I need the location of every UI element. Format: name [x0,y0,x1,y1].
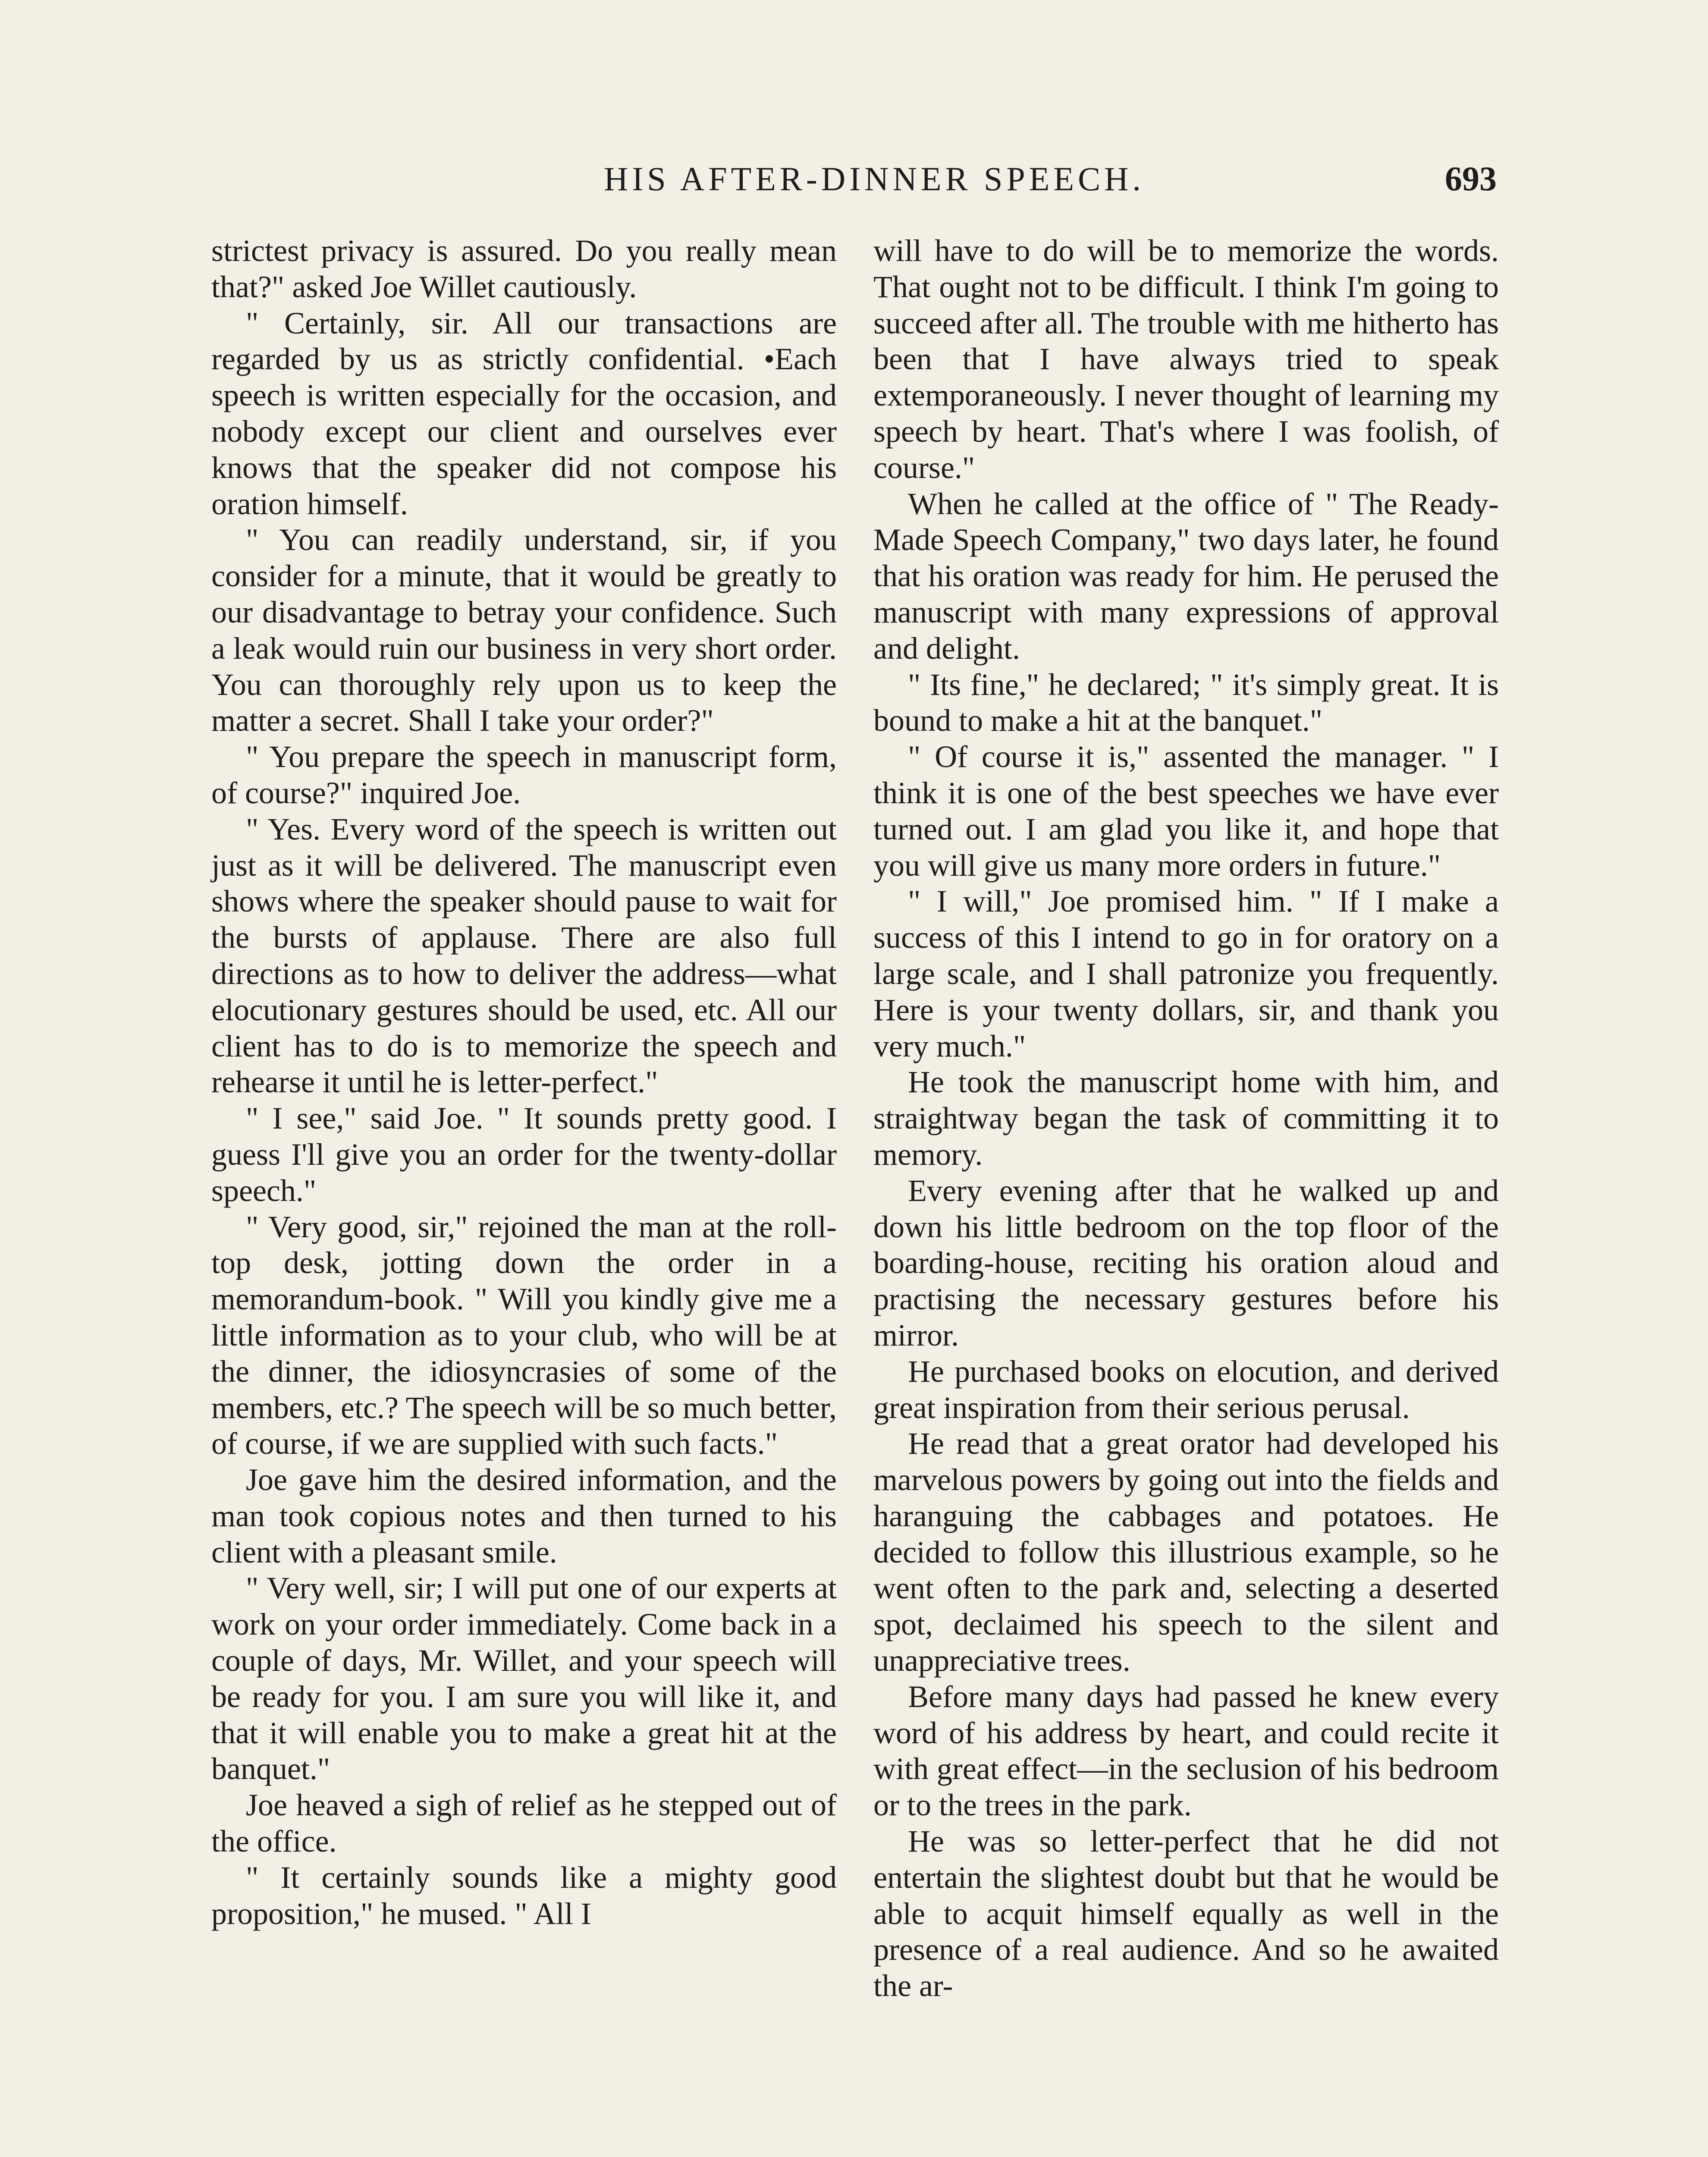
paragraph: When he called at the office of " The Ready-Made Speech Company," two days later, he found that his oration was ready for him. He perused the manuscript with many expressions of approval and delight. [873,486,1499,666]
paragraph: " Yes. Every word of the speech is written out just as it will be delivered. The manuscript even shows where the speaker should pause to wait for the bursts of applause. There are also full directions as to how to deliver the address—what elocutionary gestures should be used, etc. All our client has to do is to memorize the speech and rehearse it until he is letter-perfect." [211,811,837,1100]
paragraph: " I will," Joe promised him. " If I make a success of this I intend to go in for oratory on a large scale, and I shall patronize you frequently. Here is your twenty dollars, sir, and thank you very much." [873,884,1499,1063]
paragraph: " Of course it is," assented the manager. " I think it is one of the best speeches we have ever turned out. I am glad you like it, and hope that you will give us many more orders in future." [873,739,1499,883]
left-column [211,233,837,1932]
paragraph: He read that a great orator had developed his marvelous powers by going out into the fields and haranguing the cabbages and potatoes. He decided to follow this illustrious example, so he went often to the park and, selecting a deserted spot, declaimed his speech to the silent and unappreciative trees. [873,1426,1499,1678]
paragraph: Joe heaved a sigh of relief as he stepped out of the office. [211,1788,837,1859]
running-header [0,155,1708,203]
paragraph: " I see," said Joe. " It sounds pretty good. I guess I'll give you an order for the twenty-dollar speech." [211,1101,837,1208]
paragraph: Every evening after that he walked up and down his little bedroom on the top floor of the boarding-house, reciting his oration aloud and practising the necessary gestures before his mirror. [873,1173,1499,1352]
paragraph: Joe gave him the desired information, and the man took copious notes and then turned to his client with a pleasant smile. [211,1462,837,1569]
paragraph: " Very good, sir," rejoined the man at the roll-top desk, jotting down the order in a memorandum-book. " Will you kindly give me a little information as to your club, who will be at the dinner, the idiosyncrasies of some of the members, etc.? The speech will be so much better, of course, if we are supplied with such facts." [211,1209,837,1461]
page-number: 693 [1445,160,1497,198]
paragraph: He purchased books on elocution, and derived great inspiration from their serious perusal. [873,1354,1499,1425]
paragraph: " You prepare the speech in manuscript form, of course?" inquired Joe. [211,739,837,810]
paragraph: " It certainly sounds like a mighty good proposition," he mused. " All I [211,1860,837,1931]
paragraph: Before many days had passed he knew every word of his address by heart, and could recite it with great effect—in the seclusion of his bedroom or to the trees in the park. [873,1679,1499,1823]
paragraph: " Its fine," he declared; " it's simply great. It is bound to make a hit at the banquet." [873,667,1499,738]
paragraph: " Certainly, sir. All our transactions are regarded by us as strictly confidential. •Each speech is written especially for the occasion, and nobody except our client and ourselves ever knows that the speaker did not compose his oration himself. [211,305,837,521]
running-title: HIS AFTER-DINNER SPEECH. [604,160,1145,198]
paragraph: strictest privacy is assured. Do you really mean that?" asked Joe Willet cautiously. [211,233,837,304]
paragraph: He took the manuscript home with him, and straightway began the task of committing it to memory. [873,1065,1499,1172]
paragraph: " You can readily understand, sir, if you consider for a minute, that it would be greatly to our disadvantage to betray your confidence. Such a leak would ruin our business in very short order. You can thoroughly rely upon us to keep the matter a secret. Shall I take your order?" [211,522,837,738]
right-column [873,233,1499,2004]
paragraph: " Very well, sir; I will put one of our experts at work on your order immediately. Come back in a couple of days, Mr. Willet, and your speech will be ready for you. I am sure you will like it, and that it will enable you to make a great hit at the banquet." [211,1571,837,1786]
paragraph: will have to do will be to memorize the words. That ought not to be difficult. I think I'm going to succeed after all. The trouble with me hitherto has been that I have always tried to speak extemporaneously. I never thought of learning my speech by heart. That's where I was foolish, of course." [873,233,1499,485]
paragraph: He was so letter-perfect that he did not entertain the slightest doubt but that he would be able to acquit himself equally as well in the presence of a real audience. And so he awaited the ar- [873,1824,1499,2003]
